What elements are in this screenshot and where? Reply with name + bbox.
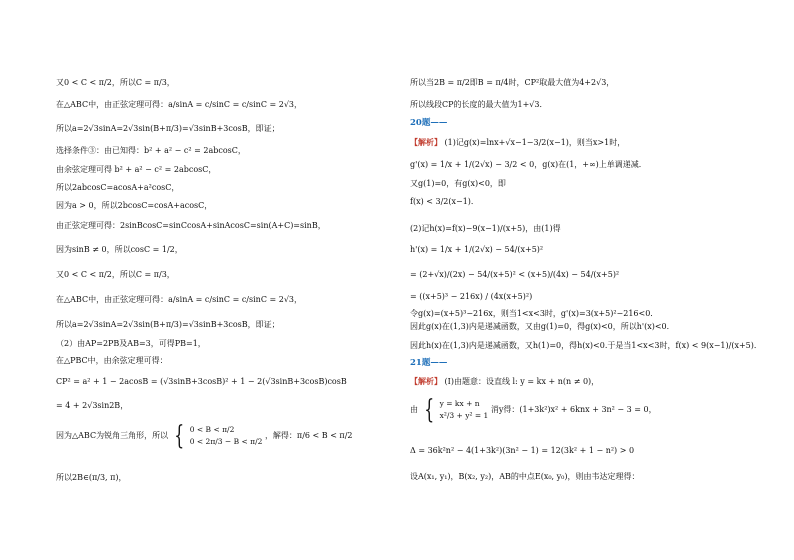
system-line [410,397,657,423]
inequality-1: 0 < B < π/2 [189,425,235,434]
text-line: 所以2B∈(π/3, π)， [56,473,127,482]
system-line [56,423,352,449]
formula-line: = ((x+5)³ − 216x) / (4x(x+5)²) [410,292,533,301]
text-segment: 消y得：(1+3k²)x² + 6knx + 3n² − 3 = 0， [490,405,657,414]
text-line: 所以线段CP的长度的最大值为1+√3． [410,100,548,109]
analysis-tag: 【解析】 [410,376,442,386]
question-21-heading: 21题—— [410,358,448,368]
formula-line: CP² = a² + 1 − 2acosB = (√3sinB+3cosB)² + 1 − 2(√3sinB+3cosB)cosB [56,377,347,386]
equation-2: x²/3 + y² = 1 [439,411,489,420]
analysis-tag: 【解析】 [410,137,442,147]
text-line: 所以当2B = π/2即B = π/4时，CP²取最大值为4+2√3， [410,78,615,87]
text-line: 由正弦定理可得：2sinBcosC=sinCcosA+sinAcosC=sin(A+C)=sinB， [56,221,326,230]
text-segment: (1)记g(x)=lnx+√x−1−3/2(x−1)，则当x>1时， [444,138,626,147]
analysis-line [410,137,625,148]
text-line: 又0 < C < π/2，所以C = π/3， [56,270,175,279]
text-line: 在△PBC中，由余弦定理可得： [56,356,168,365]
inequality-system [190,424,263,448]
text-line: 因此g(x)在(1,3)内是递减函数，又由g(1)=0，得g(x)<0，所以h'(x)<0． [410,322,675,331]
question-20-heading: 20题—— [410,118,448,128]
formula-line: h'(x) = 1/x + 1/(2√x) − 54/(x+5)² [410,245,544,254]
left-brace: { [173,421,184,451]
text-line: = 4 + 2√3sin2B， [56,401,129,410]
text-line: 在△ABC中，由正弦定理可得：a/sinA = c/sinC = c/sinC = 2√3， [56,100,303,109]
left-brace: { [423,395,434,425]
analysis-line [410,376,599,387]
text-line: (2)记h(x)=f(x)−9(x−1)/(x+5)，由(1)得 [410,224,561,233]
text-line: 令g(x)=(x+5)³−216x，则当1<x<3时，g'(x)=3(x+5)²−216<0． [410,309,659,318]
text-line: 因为sinB ≠ 0，所以cosC = 1/2， [56,245,183,254]
text-line: 又g(1)=0，有g(x)<0，即 [410,179,506,188]
text-line: 选择条件③：由已知得：b² + a² − c² = 2abcosC， [56,146,246,155]
text-line: 由余弦定理可得 b² + a² − c² = 2abcosC， [56,165,217,174]
text-segment: 由 [410,405,418,414]
text-line: 所以a=2√3sinA=2√3sin(B+π/3)=√3sinB+3cosB，即证； [56,124,280,133]
text-line: 所以2abcosC=acosA+a²cosC， [56,183,180,192]
text-segment: (Ⅰ)由题意：设直线 l: y = kx + n(n ≠ 0)， [444,377,600,386]
text-line: 因此h(x)在(1,3)内是递减函数，又h(1)=0，得h(x)<0.于是当1<x<3时，f(x) < 9(x−1)/(x+5)． [410,341,762,350]
formula-line: f(x) < 3/2(x−1)． [410,197,479,206]
formula-line: = (2+√x)/(2x) − 54/(x+5)² < (x+5)/(4x) − 54/(x+5)² [410,270,620,279]
text-line: （2）由AP=2PB及AB=3，可得PB=1， [56,339,206,348]
formula-line: Δ = 36k²n² − 4(1+3k²)(3n² − 1) = 12(3k² + 1 − n²) > 0 [410,446,635,455]
text-line: 所以a=2√3sinA=2√3sin(B+π/3)=√3sinB+3cosB，即证； [56,320,280,329]
equation-1: y = kx + n [439,399,480,408]
text-segment: 因为△ABC为锐角三角形，所以 [56,431,169,440]
text-line: 在△ABC中，由正弦定理可得：a/sinA = c/sinC = c/sinC = 2√3， [56,295,303,304]
formula-line: g'(x) = 1/x + 1/(2√x) − 3/2 < 0，g(x)在(1，+∞)上单调递减． [410,160,647,169]
text-segment: ，解得：π/6 < B < π/2 [264,431,353,440]
text-line: 又0 < C < π/2，所以C = π/3， [56,78,175,87]
equation-system [440,398,489,422]
text-line: 设A(x₁, y₁)，B(x₂, y₂)，AB的中点E(x₀, y₀)，则由韦达定理得： [410,472,640,481]
text-line: 因为a > 0，所以2bcosC=cosA+acosC， [56,201,213,210]
inequality-2: 0 < 2π/3 − B < π/2 [189,437,263,446]
